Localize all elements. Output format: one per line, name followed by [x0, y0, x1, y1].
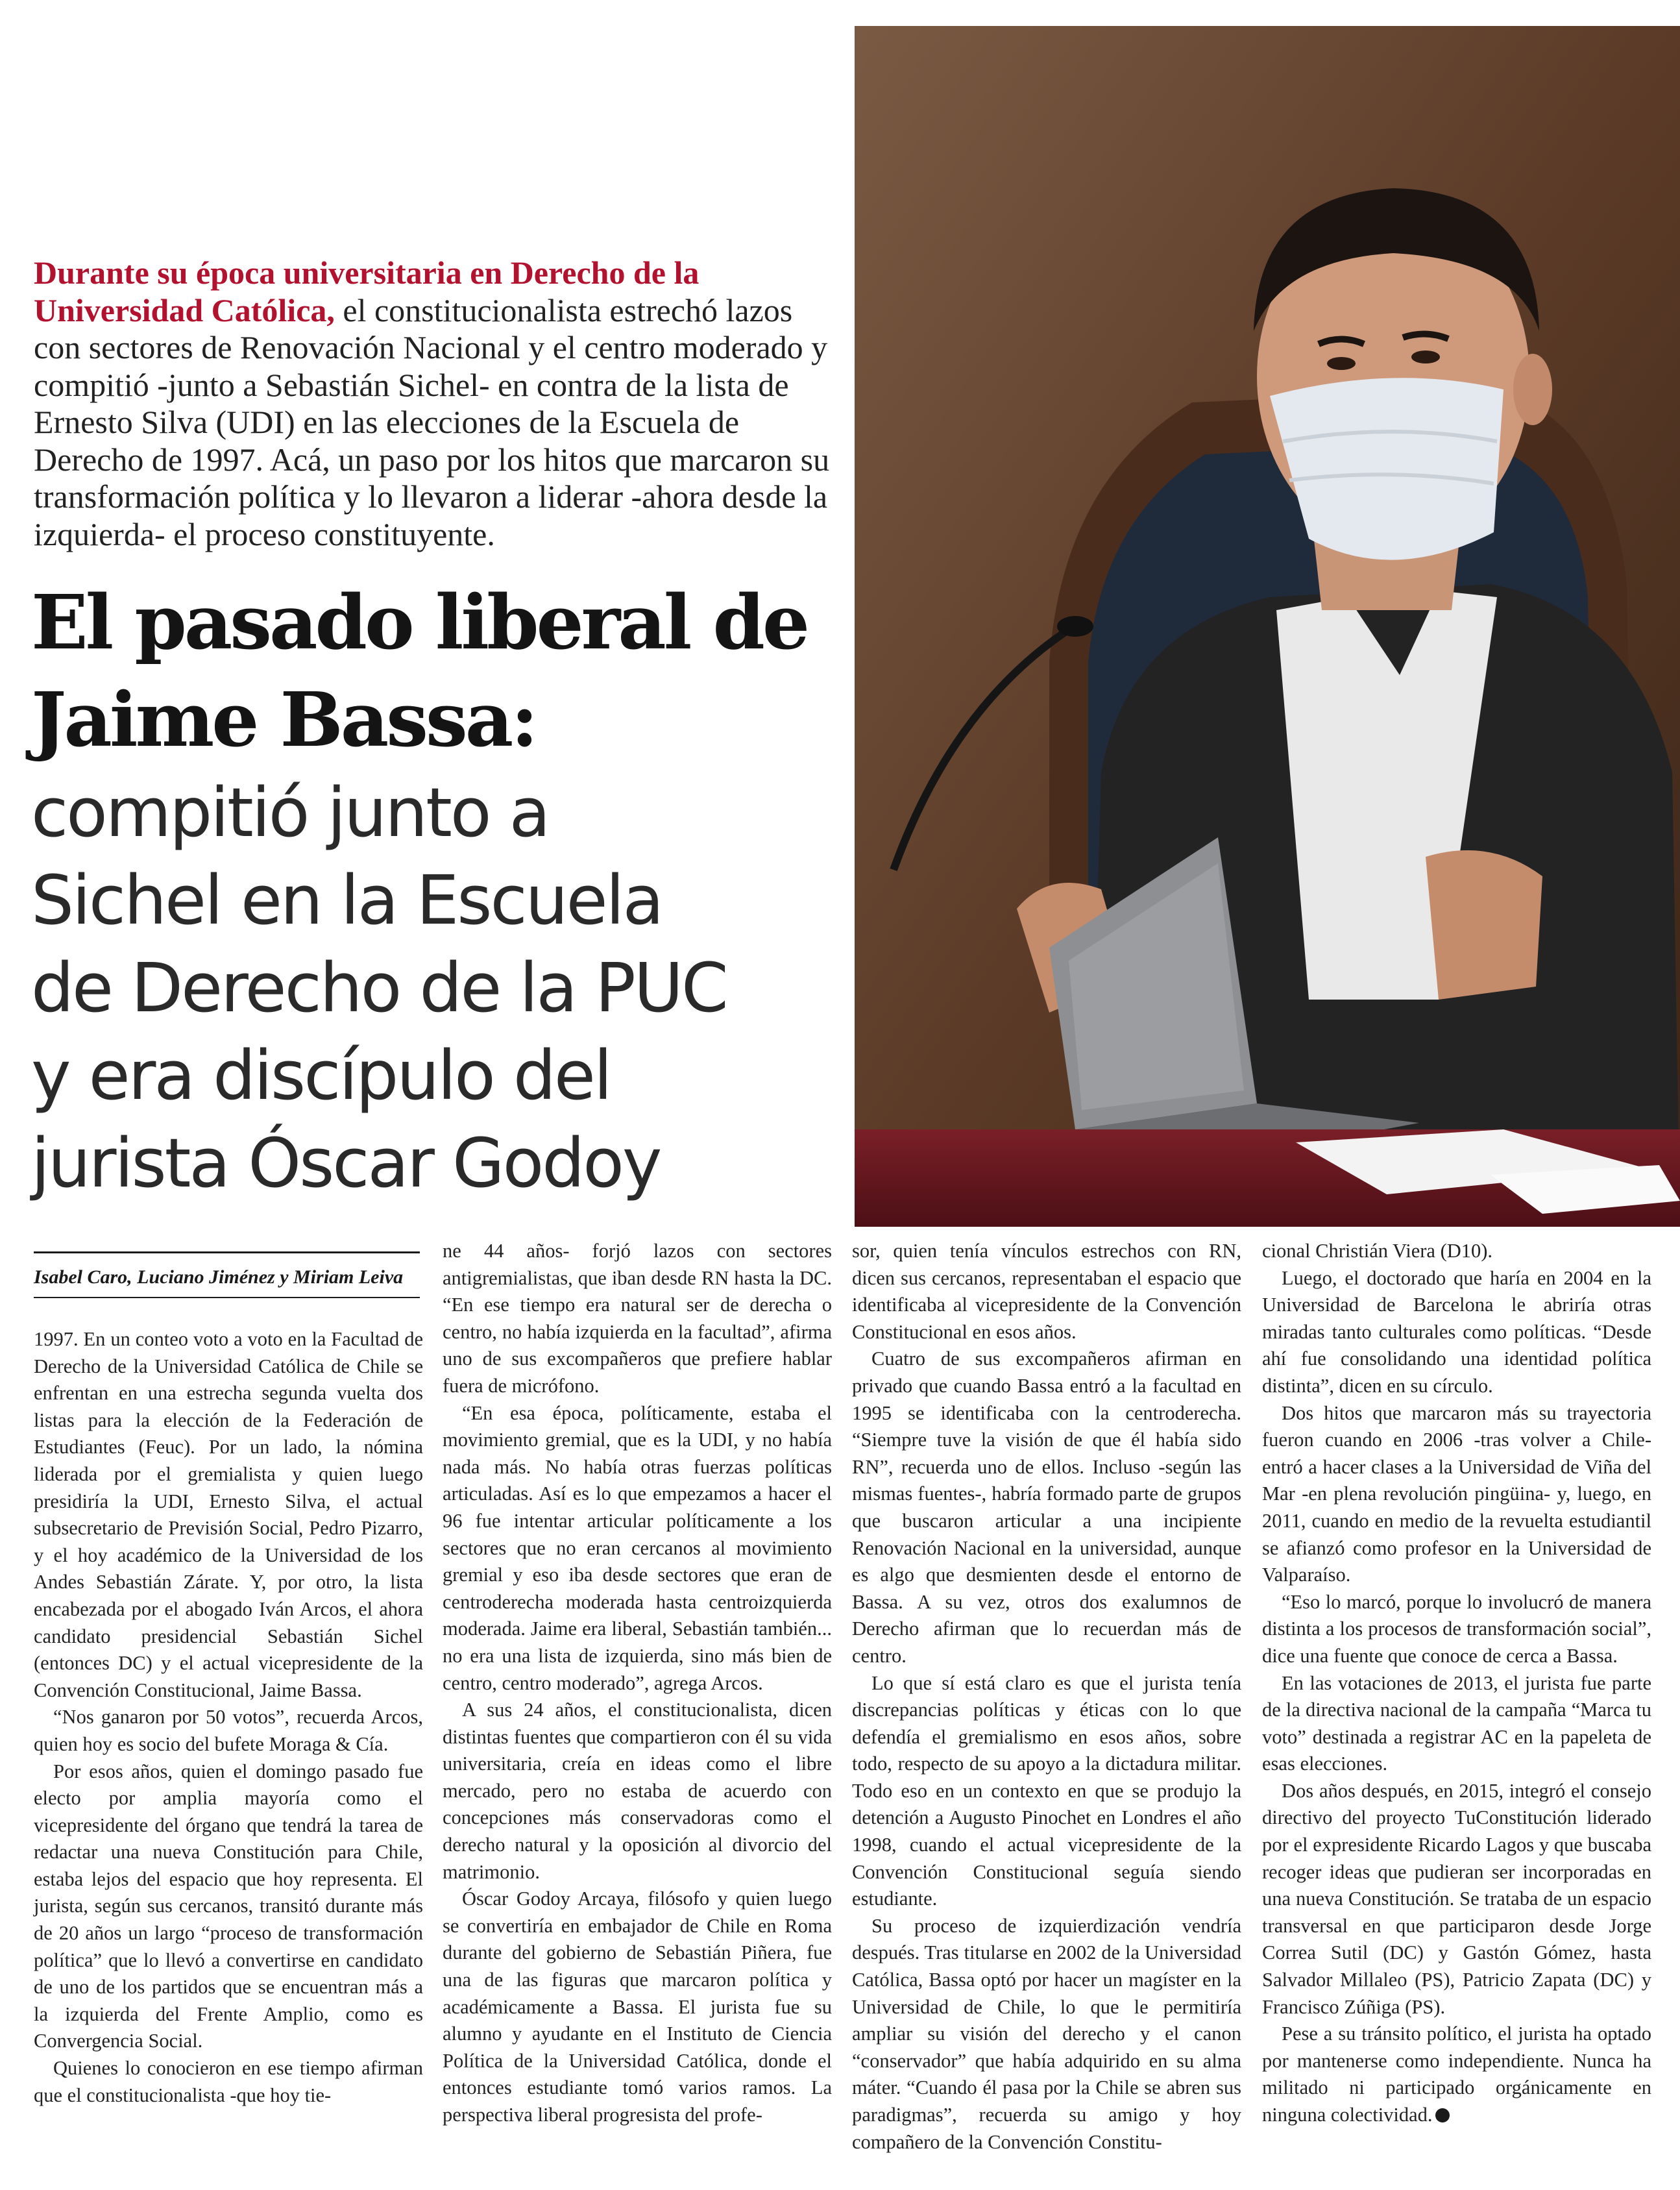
paragraph: sor, quien tenía vínculos estrechos con RN, dicen sus cercanos, representaban el espacio que identificaba al vicepresidente de la Convención Constitucional en esos años.: [852, 1240, 1241, 1343]
headline: [31, 574, 849, 1207]
paragraph: 1997. En un conteo voto a voto en la Facultad de Derecho de la Universidad Católica de Chile se enfrentan en una estrecha segunda vuelta dos listas para la elección de la Federación de Estudiantes (Feuc). Por un lado, la nómina liderada por el gremialista y quien luego presidiría la UDI, Ernesto Silva, el actual subsecretario de Previsión Social, Pedro Pizarro, y el hoy académico de la Universidad de los Andes Sebastián Zárate. Y, por otro, la lista encabezada por el abogado Iván Arcos, el ahora candidato presidencial Sebastián Sichel (entonces DC) y el actual vicepresidente de la Convención Constitucional, Jaime Bassa.: [34, 1328, 423, 1701]
final-paragraph-text: Pese a su tránsito político, el jurista ha optado por mantenerse como independiente. Nunca ha militado ni participado orgánicamente en ninguna colectividad.: [1262, 2023, 1651, 2126]
headline-subline: Sichel en la Escuela: [31, 861, 663, 940]
byline: [34, 1251, 420, 1298]
article-column-3: [852, 1238, 1241, 2176]
paragraph: Dos años después, en 2015, integró el consejo directivo del proyecto TuConstitución liderado por el expresidente Ricardo Lagos y que buscaba recoger ideas que pudieran ser incorporadas en una nueva Constitución. Se trataba de un espacio transversal en que participaron desde Jorge Correa Sutil (DC) y Gastón Gómez, hasta Salvador Millaleo (PS), Patricio Zapata (DC) y Francisco Zúñiga (PS).: [1262, 1779, 1651, 2018]
end-mark-icon: [1435, 2108, 1450, 2122]
byline-text: Isabel Caro, Luciano Jiménez y Miriam Leiva: [34, 1266, 404, 1288]
article-column-1: [34, 1326, 423, 2176]
lede-accent: Durante su época universitaria en Derecho de la Universidad Católica,: [34, 254, 700, 328]
paragraph: [1262, 2021, 1651, 2128]
lede-text: el constitucionalista estrechó lazos con sectores de Renovación Nacional y el centro moderado y compitió -junto a Sebastián Sichel- en contra de la lista de Ernesto Silva (UDI) en las elecciones de la Escuela de Derecho de 1997. Acá, un paso por los hitos que marcaron su transformación política y lo llevaron a liderar -ahora desde la izquierda- el proceso constituyente.: [34, 291, 830, 552]
paragraph: Luego, el doctorado que haría en 2004 en la Universidad de Barcelona le abriría otras miradas tanto culturales como políticas. “Desde ahí fue consolidando una identidad política distinta”, dicen en su círculo.: [1262, 1266, 1651, 1397]
headline-subline: de Derecho de la PUC: [31, 948, 727, 1027]
paragraph: “Eso lo marcó, porque lo involucró de manera distinta a los procesos de transformación social”, dice una fuente que conoce de cerca a Bassa.: [1262, 1590, 1651, 1667]
paragraph: “En esa época, políticamente, estaba el movimiento gremial, que es la UDI, y no había nada más. No había otras fuerzas políticas articuladas. Así es lo que empezamos a hacer el 96 fue intentar articular políticamente a los sectores que no eran cercanos al movimiento gremial y eso iba desde sectores que eran de centroderecha moderada hasta centroizquierda moderada. Jaime era liberal, Sebastián también... no era una lista de izquierda, sino más bien de centro, centro moderado”, agrega Arcos.: [443, 1401, 832, 1694]
headline-subline: jurista Óscar Godoy: [31, 1124, 661, 1203]
paragraph: cional Christián Viera (D10).: [1262, 1240, 1493, 1262]
headline-subline: compitió junto a: [31, 773, 549, 852]
paragraph: Cuatro de sus excompañeros afirman en privado que cuando Bassa entró a la facultad en 1995 se identificaba con la centroderecha. “Siempre tuve la visión de que él había sido RN”, recuerda uno de ellos. Incluso -según las mismas fuentes-, habría formado parte de grupos que buscaron articular a una incipiente Renovación Nacional en la universidad, aunque es algo que desmienten desde el entorno de Bassa. A su vez, otros dos exalumnos de Derecho afirman que lo recuerdan más de centro.: [852, 1347, 1241, 1667]
byline-rule: [34, 1297, 420, 1298]
paragraph: Su proceso de izquierdización vendría después. Tras titularse en 2002 de la Universidad Católica, Bassa optó por hacer un magíster en la Universidad de Chile, lo que le permitiría ampliar su visión del derecho y el canon “conservador” que había adquirido en su alma máter. “Cuando él pasa por la Chile se abren sus paradigmas”, recuerda su amigo y hoy compañero de la Convención Constitu-: [852, 1914, 1241, 2153]
headline-line: Jaime Bassa:: [31, 676, 536, 764]
headline-line: El pasado liberal de: [31, 579, 808, 667]
paragraph: Dos hitos que marcaron más su trayectoria fueron cuando en 2006 -tras volver a Chile- entró a hacer clases a la Universidad de Viña del Mar -en plena revolución pingüina- y, luego, en 2011, cuando en medio de la revuelta estudiantil se afianzó como profesor en la Universidad de Valparaíso.: [1262, 1401, 1651, 1586]
paragraph: Lo que sí está claro es que el jurista tenía discrepancias políticas y éticas con lo que defendía el gremialismo en esos años, sobre todo, respecto de su apoyo a la dictadura militar. Todo eso en un contexto en que se produjo la detención a Augusto Pinochet en Londres el año 1998, cuando el actual vicepresidente de la Convención Constitucional seguía siendo estudiante.: [852, 1671, 1241, 1910]
paragraph: ne 44 años- forjó lazos con sectores antigremialistas, que iban desde RN hasta la DC. “En ese tiempo era natural ser de derecha o centro, no había izquierda en la facultad”, afirma uno de sus excompañeros que prefiere hablar fuera de micrófono.: [443, 1240, 832, 1397]
lede-paragraph: [34, 254, 842, 553]
paragraph: Quienes lo conocieron en ese tiempo afirman que el constitucionalista -que hoy tie-: [34, 2057, 423, 2106]
portrait-photo-icon: [855, 26, 1680, 1227]
paragraph: En las votaciones de 2013, el jurista fue parte de la directiva nacional de la campaña “Marca tu voto” destinada a registrar AC en la papeleta de esas elecciones.: [1262, 1671, 1651, 1775]
paragraph: “Nos ganaron por 50 votos”, recuerda Arcos, quien hoy es socio del bufete Moraga & Cía.: [34, 1706, 423, 1755]
article-column-4: [1262, 1238, 1651, 2176]
article-column-2: [443, 1238, 832, 2176]
paragraph: Óscar Godoy Arcaya, filósofo y quien luego se convertiría en embajador de Chile en Roma durante del gobierno de Sebastián Piñera, fue una de las figuras que marcaron política y académicamente a Bassa. El jurista fue su alumno y ayudante en el Instituto de Ciencia Política de la Universidad Católica, donde el entonces estudiante tomó varios ramos. La perspectiva liberal progresista del profe-: [443, 1888, 832, 2126]
paragraph: A sus 24 años, el constitucionalista, dicen distintas fuentes que compartieron con él su vida universitaria, creía en ideas como el libre mercado, pero no estaba de acuerdo con concepciones más conservadoras como el derecho natural y la oposición al divorcio del matrimonio.: [443, 1699, 832, 1883]
paragraph: Por esos años, quien el domingo pasado fue electo por amplia mayoría como el vicepresidente del órgano que tendrá la tarea de redactar una nueva Constitución para Chile, estaba lejos del espacio que hoy representa. El jurista, según sus cercanos, transitó durante más de 20 años un largo “proceso de transformación política” que lo llevó a convertirse en candidato de uno de los partidos que se encuentran más a la izquierda del Frente Amplio, como es Convergencia Social.: [34, 1760, 423, 2052]
headline-subline: y era discípulo del: [31, 1036, 611, 1115]
